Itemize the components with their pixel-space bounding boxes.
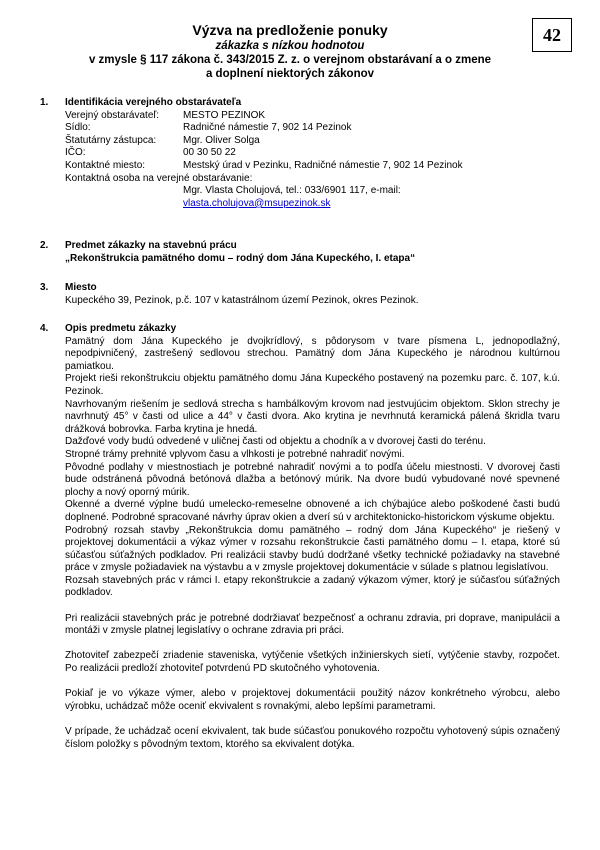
section-heading: Identifikácia verejného obstarávateľa	[65, 97, 242, 108]
description-paragraph: V prípade, že uchádzač ocení ekvivalent, tak bude súčasťou ponukového rozpočtu vyhotovený súpis označený číslom položky s pôvodným textom, ktorého sa ekvivalent dotýka.	[65, 726, 560, 750]
identification-row	[65, 147, 560, 160]
section-subject	[40, 240, 560, 265]
row-label: IČO:	[65, 147, 86, 159]
section-location	[40, 282, 560, 307]
row-value: Radničné námestie 7, 902 14 Pezinok	[183, 122, 352, 134]
identification-table	[65, 110, 560, 211]
section-description	[40, 323, 560, 751]
description-paragraph: Pri realizácii stavebných prác je potrebné dodržiavať bezpečnosť a ochranu zdravia, pri doprave, manipulácii a montáži v zmysle platnej legislatívy o ochrane zdravia pri práci.	[65, 612, 560, 637]
row-label: Štatutárny zástupca:	[65, 134, 157, 146]
row-value: Mestský úrad v Pezinku, Radničné námestie 7, 902 14 Pezinok	[183, 159, 463, 171]
document-header	[70, 22, 510, 81]
description-paragraph: Projekt rieši rekonštrukciu objektu pamätného domu Jána Kupeckého postavený na pozemku parc. č. 107, k.ú. Pezinok.	[65, 373, 560, 397]
identification-row	[65, 110, 560, 123]
document-subtitle: zákazka s nízkou hodnotou	[215, 40, 365, 52]
contact-person: Mgr. Vlasta Cholujová, tel.: 033/6901 117, e-mail:	[183, 185, 401, 197]
section-number: 2.	[40, 240, 49, 251]
description-paragraph: Pokiaľ je vo výkaze výmer, alebo v projektovej dokumentácii použitý názov konkrétneho výrobcu, alebo výrobku, uchádzač môže oceniť ekvivalent s rovnakými, alebo lepšími parametrami.	[65, 688, 560, 712]
identification-row	[65, 122, 560, 135]
row-label: Sídlo:	[65, 122, 91, 134]
row-value: MESTO PEZINOK	[183, 109, 266, 121]
description-paragraph: Zhotoviteľ zabezpečí zriadenie staveniska, vytýčenie všetkých inžinierskych sietí, vytýčenie stavby, rozpočet. Po realizácii predloží zhotoviteľ potvrdenú PD skutočného vyhotovenia.	[65, 650, 560, 675]
row-label: Verejný obstarávateľ:	[65, 109, 160, 121]
description-paragraph: Dažďové vody budú odvedené v uličnej časti od objektu a chodník a v dvorovej časti do terénu.	[65, 436, 486, 448]
document-title: Výzva na predloženie ponuky	[192, 22, 388, 38]
location-text: Kupeckého 39, Pezinok, p.č. 107 v katastrálnom území Pezinok, okres Pezinok.	[65, 294, 419, 306]
description-paragraph: Okenné a dverné výplne budú umelecko-remeselne obnovené a ich chýbajúce alebo poškodené časti budú doplnené. Podrobné spracované návrhy úprav okien a dverí sú v architektonicko-historickom výskume objektu.	[65, 499, 560, 523]
description-paragraph: Podrobný rozsah stavby „Rekonštrukcia domu pamätného – rodný dom Jána Kupeckého“ je riešený v projektovej dokumentácii a výkaz výmer v rozsahu rekonštrukcie časti pamätného domu – I. etapa, ktoré sú súčasťou súťažných podkladov. Pri realizácii stavby budú dodržané všetky technické požiadavky na stavebné práce v zmysle požiadaviek na výstavbu a v zmysle projektovej dokumentácie v súlade s platnou legislatívou.	[65, 524, 560, 574]
section-number: 3.	[40, 282, 49, 293]
row-label: Kontaktné miesto:	[65, 159, 146, 171]
description-paragraph: Navrhovaným riešením je sedlová strecha s hambálkovým krovom nad jestvujúcim objektom. Sklon strechy je navrhnutý 45° v časti od ulice a 44° v časti dvora. Ako krytina je nevrhnutá keramická pálená škridla tvaru drážková bobrovka. Farba krytina je hnedá.	[65, 398, 560, 435]
section-heading: Opis predmetu zákazky	[65, 323, 177, 334]
contact-email-link[interactable]: vlasta.cholujova@msupezinok.sk	[183, 197, 331, 209]
identification-row	[65, 135, 560, 148]
contact-person-label: Kontaktná osoba na verejné obstarávanie:	[65, 172, 253, 184]
contract-subject: „Rekonštrukcia pamätného domu – rodný dom Jána Kupeckého, I. etapa“	[65, 252, 416, 264]
section-heading: Miesto	[65, 282, 97, 293]
description-paragraph: Pôvodné podlahy v miestnostiach je potrebné nahradiť novými a to podľa účelu miestnosti. V dvorovej časti bude odstránená pôvodná betónová dlažba a betónový múrik. Na dvore budú vybudované nové spevnené plochy a nový oporný múrik.	[65, 461, 560, 498]
description-paragraph: Rozsah stavebných prác v rámci I. etapy rekonštrukcie a zadaný výkazom výmer, ktorý je súčasťou súťažných podkladov.	[65, 574, 560, 599]
description-paragraph: Pamätný dom Jána Kupeckého je dvojkrídlový, s pôdorysom v tvare písmena L, jednopodlažný, nepodpivničený, zastrešený sedlovou strechou. Pamätný dom Jána Kupeckého je národnou kultúrnou pamiatkou.	[65, 335, 560, 372]
section-identification	[40, 97, 560, 210]
identification-row	[65, 160, 560, 173]
legal-basis-line-2: a doplnení niektorých zákonov	[205, 68, 375, 80]
description-paragraph: Stropné trámy prehnité vplyvom času a vlhkosti je potrebné nahradiť novými.	[65, 448, 405, 460]
contact-email-line	[183, 198, 560, 211]
section-number: 4.	[40, 323, 49, 334]
row-value: 00 30 50 22	[183, 147, 236, 159]
row-value: Mgr. Oliver Solga	[183, 134, 260, 146]
legal-basis-line-1: v zmysle § 117 zákona č. 343/2015 Z. z. o verejnom obstarávaní a o zmene	[88, 54, 492, 66]
section-number: 1.	[40, 97, 49, 108]
section-heading: Predmet zákazky na stavebnú prácu	[65, 240, 237, 251]
document-number-box: 42	[532, 18, 572, 52]
